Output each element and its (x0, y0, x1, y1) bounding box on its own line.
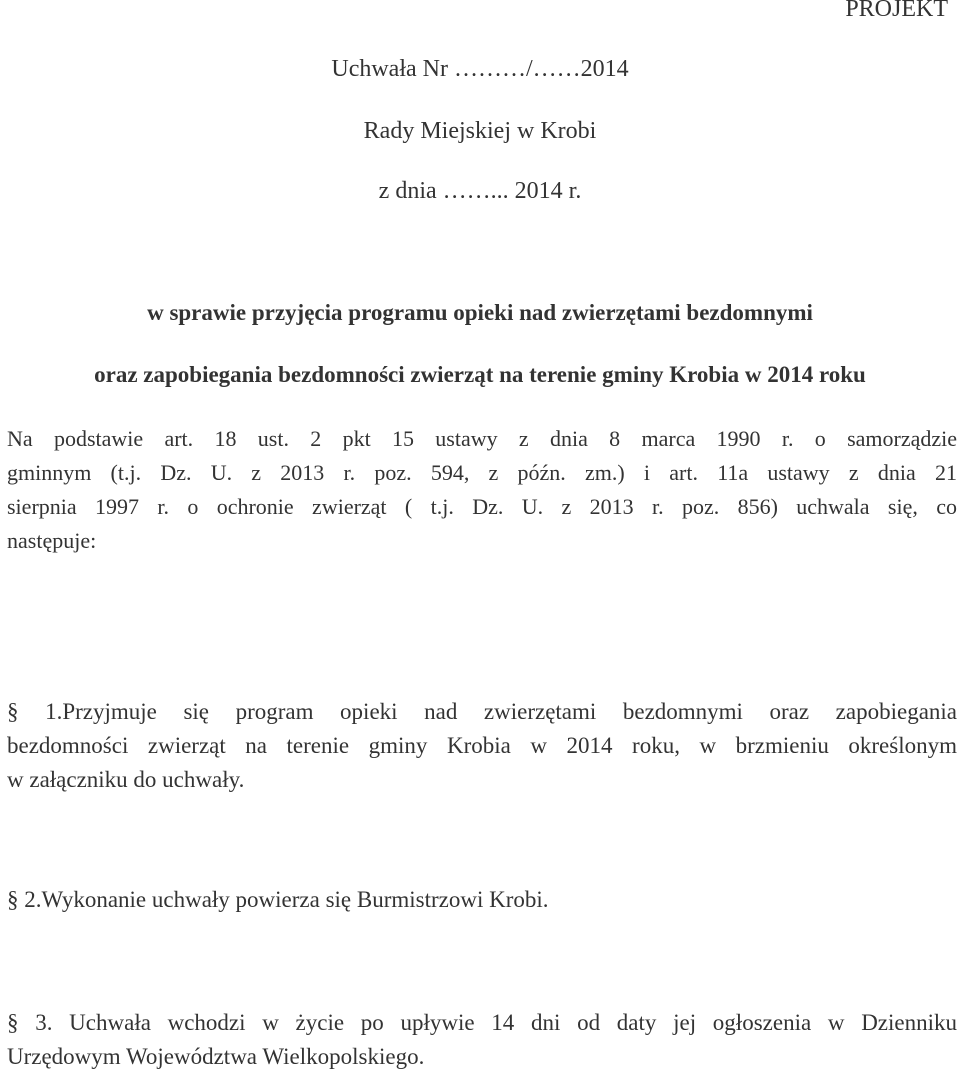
paragraph-1 (7, 695, 957, 797)
resolution-date: z dnia ……... 2014 r. (378, 178, 582, 204)
legal-basis-line: Na podstawie art. 18 ust. 2 pkt 15 ustawy z dnia 8 marca 1990 r. o samorządzie (7, 426, 957, 451)
title-line-1: w sprawie przyjęcia programu opieki nad zwierzętami bezdomnymi (147, 300, 813, 325)
resolution-number: Uchwała Nr ………/……2014 (331, 56, 629, 82)
draft-mark: PROJEKT (845, 0, 948, 22)
legal-basis (7, 422, 957, 558)
paragraph-line: w załączniku do uchwały. (7, 767, 245, 792)
paragraph-line (7, 1006, 957, 1040)
paragraph-3 (7, 1006, 957, 1074)
legal-basis-line: następuje: (7, 528, 97, 553)
title-line-2: oraz zapobiegania bezdomności zwierząt na terenie gminy Krobia w 2014 roku (94, 362, 866, 387)
paragraph-line: Urzędowym Województwa Wielkopolskiego. (7, 1044, 425, 1069)
paragraph-text: 3. Uchwała wchodzi w życie po upływie 14 dni od daty jej ogłoszenia w Dzienniku (35, 1010, 957, 1035)
paragraph-line (7, 695, 957, 729)
paragraph-line (7, 883, 957, 917)
legal-basis-line: gminnym (t.j. Dz. U. z 2013 r. poz. 594, z późn. zm.) i art. 11a ustawy z dnia 21 (7, 460, 957, 485)
paragraph-2 (7, 883, 957, 917)
section-sign: § (7, 699, 19, 724)
paragraph-text: 2.Wykonanie uchwały powierza się Burmistrzowi Krobi. (24, 887, 549, 912)
council-name: Rady Miejskiej w Krobi (363, 118, 597, 144)
legal-basis-line: sierpnia 1997 r. o ochronie zwierząt ( t.j. Dz. U. z 2013 r. poz. 856) uchwala się, co (7, 494, 957, 519)
paragraph-text: 1.Przyjmuje się program opieki nad zwierzętami bezdomnymi oraz zapobiegania (45, 699, 957, 724)
section-sign: § (7, 887, 19, 912)
paragraph-line: bezdomności zwierząt na terenie gminy Krobia w 2014 roku, w brzmieniu określonym (7, 733, 957, 758)
section-sign: § (7, 1010, 19, 1035)
